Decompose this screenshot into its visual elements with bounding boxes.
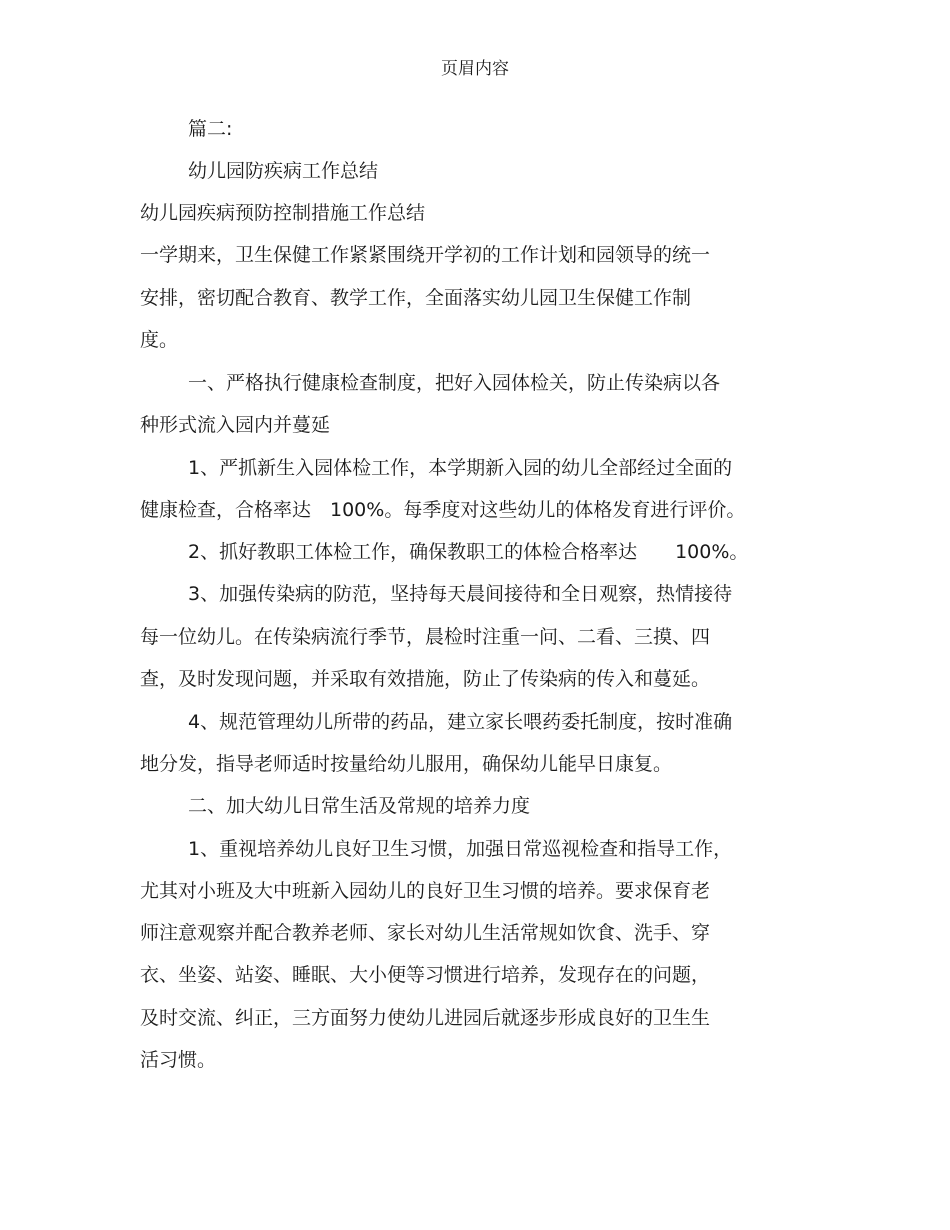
- body-line: 地分发，指导老师适时按量给幼儿服用，确保幼儿能早日康复。: [140, 753, 673, 775]
- list-item-2-1: 1、重视培养幼儿良好卫生习惯，加强日常巡视检查和指导工作，: [188, 838, 733, 860]
- body-line: 每一位幼儿。在传染病流行季节，晨检时注重一问、二看、三摸、四: [140, 626, 711, 648]
- body-line: 活习惯。: [140, 1049, 217, 1071]
- document-title: 幼儿园防疾病工作总结: [188, 160, 379, 182]
- page-header: 页眉内容: [441, 59, 509, 79]
- body-line: 度。: [140, 329, 179, 351]
- section-label: 篇二:: [188, 118, 233, 140]
- body-line: 查，及时发现问题，并采取有效措施，防止了传染病的传入和蔓延。: [140, 668, 711, 690]
- body-line: 及时交流、纠正，三方面努力使幼儿进园后就逐步形成良好的卫生生: [140, 1007, 711, 1029]
- body-line: 师注意观察并配合教养老师、家长对幼儿生活常规如饮食、洗手、穿: [140, 922, 711, 944]
- list-item-1-4: 4、规范管理幼儿所带的药品，建立家长喂药委托制度，按时准确: [188, 711, 733, 733]
- section-heading-2: 二、加大幼儿日常生活及常规的培养力度: [188, 795, 531, 817]
- body-line: 安排，密切配合教育、教学工作，全面落实幼儿园卫生保健工作制: [140, 287, 692, 309]
- body-line: 衣、坐姿、站姿、睡眠、大小便等习惯进行培养，发现存在的问题，: [140, 964, 711, 986]
- section-heading-1: 一、严格执行健康检查制度，把好入园体检关，防止传染病以各: [188, 372, 721, 394]
- body-line: 一学期来，卫生保健工作紧紧围绕开学初的工作计划和园领导的统一: [140, 244, 711, 266]
- body-line: 健康检查，合格率达 100%。每季度对这些幼儿的体格发育进行评价。: [140, 499, 746, 521]
- list-item-1-1: 1、严抓新生入园体检工作，本学期新入园的幼儿全部经过全面的: [188, 457, 733, 479]
- list-item-1-3: 3、加强传染病的防范，坚持每天晨间接待和全日观察，热情接待: [188, 583, 733, 605]
- body-line: 尤其对小班及大中班新入园幼儿的良好卫生习惯的培养。要求保育老: [140, 880, 711, 902]
- body-line: 种形式流入园内并蔓延: [140, 414, 331, 436]
- document-subtitle: 幼儿园疾病预防控制措施工作总结: [140, 202, 426, 224]
- list-item-1-2: 2、抓好教职工体检工作，确保教职工的体检合格率达 100%。: [188, 541, 749, 563]
